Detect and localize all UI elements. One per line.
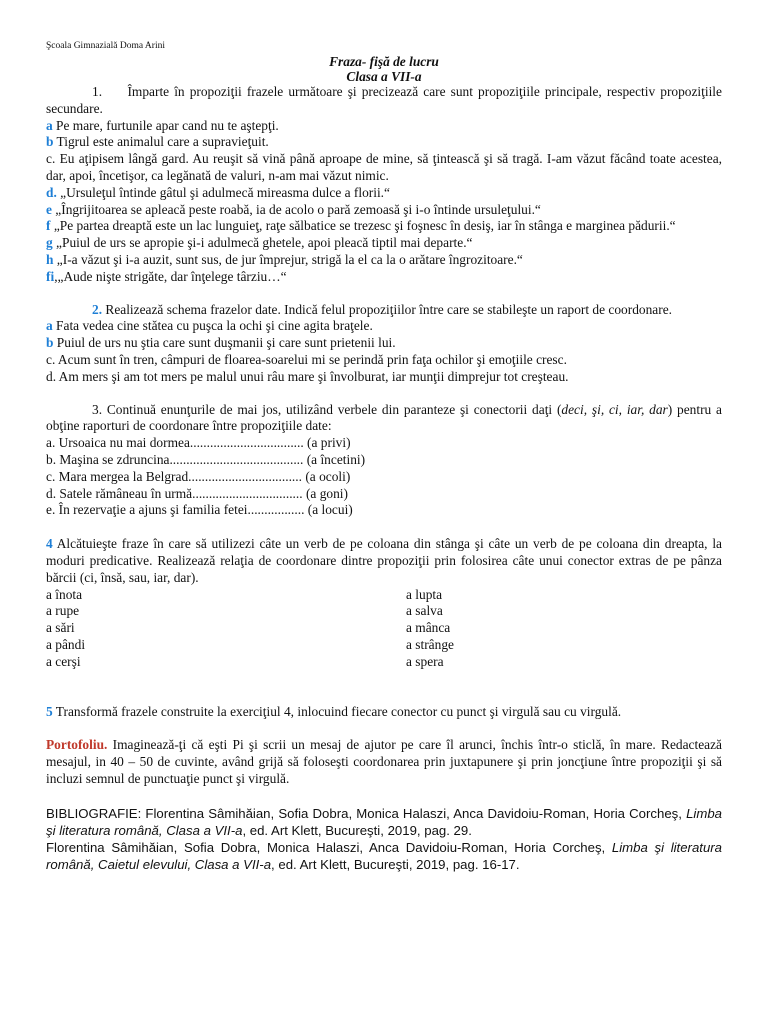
item-letter: d. — [46, 184, 57, 200]
ex5-text: Transformă frazele construite la exerciţiul 4, inlocuind fiecare conector cu punct şi virgulă sau cu virgulă. — [52, 703, 622, 719]
item-text: c. Eu aţipisem lângă gard. Au reuşit să vină până aproape de mine, să ţintească şi să tragă. I-am văzut făcând toate acestea, dar, apoi, încetişor, ca legănată de valuri, n-am mai văzut nimic. — [46, 151, 722, 183]
ex1-item-h — [46, 252, 722, 269]
ex1-instruction — [46, 84, 722, 118]
ex4-instruction — [46, 536, 722, 586]
ex4-instruction-text: Alcătuieşte fraze în care să utilizezi câte un verb de pe coloana din stânga şi câte un verb de pe coloana din dreapta, la moduri predicative. Realizează relaţia de coordonare dintre propoziţii prin folosirea câte unui conector extras de pe pânza bărcii (ci, însă, sau, iar, dar). — [46, 536, 722, 585]
ex4-number: 4 — [46, 536, 53, 552]
verb-columns — [46, 587, 722, 671]
ex1-item-fi — [46, 269, 722, 286]
item-text: Pe mare, furtunile apar cand nu te aştepţi. — [52, 117, 279, 133]
spacer — [46, 519, 722, 536]
portfolio-task — [46, 737, 722, 787]
ex1-item-d — [46, 185, 722, 202]
verb-left: a rupe — [46, 603, 80, 619]
spacer — [46, 286, 722, 302]
verb-right: a spera — [406, 653, 444, 669]
ex1-item-a — [46, 118, 722, 135]
verb-right: a lupta — [406, 586, 443, 602]
spacer — [46, 720, 722, 737]
ex3-connectors: deci, şi, ci, iar, dar — [561, 401, 668, 417]
item-letter: h — [46, 251, 54, 267]
ex2-item-b — [46, 335, 722, 352]
ex1-item-c — [46, 151, 722, 185]
ex2-item-c — [46, 352, 722, 369]
item-letter: g — [46, 235, 53, 251]
ex3-item-b: b. Maşina se zdruncina........................................ (a încetini) — [46, 451, 366, 467]
item-letter: b — [46, 134, 54, 150]
item-letter: e — [46, 201, 52, 217]
ex5-instruction — [46, 704, 722, 721]
portfolio-label: Portofoliu. — [46, 737, 108, 753]
item-text: „I-a văzut şi i-a auzit, sunt sus, de jur împrejur, strigă la el ca la o arătare îngrozitoare.“ — [53, 251, 523, 267]
portfolio-text: Imaginează-ţi că eşti Pi şi scrii un mesaj de ajutor pe care îl arunci, închis într-o sticlă, în mare. Redactează mesajul, in 40 – 50 de cuvinte, având grijă să foloseşti coordonarea prin juxtapunere şi prin joncţiune între propoziţii şi să incluzi semnul de punctuaţie punct şi virgulă. — [46, 737, 722, 786]
item-letter: f — [46, 218, 51, 234]
item-text: „Puiul de urs se apropie şi-i adulmecă ghetele, apoi pleacă tiptil mai departe.“ — [52, 235, 473, 251]
ex2-item-a — [46, 318, 722, 335]
spacer — [46, 788, 722, 805]
bibliography-publisher: , ed. Art Klett, Bucureşti, 2019, pag. 16-17. — [271, 856, 520, 872]
item-letter: a — [46, 117, 53, 133]
ex1-item-g — [46, 235, 722, 252]
item-text: c. Acum sunt în tren, câmpuri de floarea-soarelui mi se perindă prin faţa ochilor şi emoţiile cresc. — [46, 351, 567, 367]
ex3-instruction-tail: ) pentru a obţine raporturi de coordonare între propoziţiile date: — [46, 401, 722, 434]
ex2-instruction-text: Realizează schema frazelor date. Indică felul propoziţiilor între care se stabileşte un raport de coordonare. — [102, 301, 672, 317]
verb-right: a strânge — [406, 636, 454, 652]
item-text: „Pe partea dreaptă este un lac lunguieţ, raţe sălbatice se trezesc şi foşnesc în desiş, iar în stânga e marginea pădurii.“ — [50, 218, 676, 234]
school-name: Şcoala Gimnazială Doma Arini — [46, 41, 165, 51]
ex2-instruction — [46, 302, 722, 319]
item-text: Puiul de urs nu ştia care sunt duşmanii şi care sunt prietenii lui. — [53, 335, 396, 351]
verb-left: a înota — [46, 586, 83, 602]
item-letter: a — [46, 318, 53, 334]
item-text: Fata vedea cine stătea cu puşca la ochi şi cine agita braţele. — [52, 318, 373, 334]
ex3-item-d: d. Satele rămâneau în urmă................................. (a goni) — [46, 485, 348, 501]
ex2-item-d — [46, 369, 722, 386]
bibliography-book-title: Limba şi literatura română, Clasa a VII-a — [46, 805, 722, 838]
item-text: ,„Aude nişte strigăte, dar înţelege târziu…“ — [54, 268, 287, 284]
item-text: „Îngrijitoarea se apleacă peste roabă, ia de acolo o pară zemoasă şi i-o întinde ursuleţului.“ — [51, 201, 541, 217]
item-letter: b — [46, 335, 54, 351]
bibliography-entry-1 — [46, 805, 722, 839]
worksheet-subtitle: Clasa a VII-a — [346, 69, 422, 84]
spacer — [46, 671, 722, 704]
spacer — [46, 386, 722, 402]
ex1-item-b — [46, 134, 722, 151]
verb-left: a pândi — [46, 636, 86, 652]
ex3-item-a: a. Ursoaica nu mai dormea.................................. (a privi) — [46, 435, 351, 451]
worksheet-page — [46, 40, 722, 873]
bibliography-entry-2 — [46, 839, 722, 873]
verb-left: a cerşi — [46, 653, 81, 669]
ex3-item-e: e. În rezervaţie a ajuns şi familia fetei................. (a locui) — [46, 502, 353, 518]
item-text: „Ursuleţul întinde gâtul şi adulmecă mireasma dulce a florii.“ — [56, 184, 390, 200]
verb-column-left — [46, 587, 406, 671]
bibliography-book-title: Limba şi literatura română, Caietul elevului, Clasa a VII-a — [46, 839, 723, 872]
verb-right: a salva — [406, 603, 443, 619]
item-text: Tigrul este animalul care a supravieţuit. — [53, 134, 269, 150]
ex1-number: 1. — [92, 84, 103, 99]
verb-column-right — [406, 587, 722, 671]
item-text: d. Am mers şi am tot mers pe malul unui râu mare şi învolburat, iar munţii dimprejur tot creşteau. — [46, 368, 569, 384]
ex3-item-c: c. Mara mergea la Belgrad.................................. (a ocoli) — [46, 468, 351, 484]
bibliography-publisher: , ed. Art Klett, Bucureşti, 2019, pag. 29. — [242, 822, 472, 838]
ex2-number: 2. — [92, 301, 103, 317]
ex1-instruction-text: Împarte în propoziţii frazele următoare şi precizează care sunt propoziţiile principale, respectiv propoziţiile secundare. — [46, 84, 722, 116]
bibliography-authors: BIBLIOGRAFIE: Florentina Sâmihăian, Sofia Dobra, Monica Halaszi, Anca Davidoiu-Roman, Horia Corcheş, — [46, 805, 687, 821]
ex1-item-f — [46, 218, 722, 235]
verb-right: a mânca — [406, 620, 451, 636]
ex5-number: 5 — [46, 703, 53, 719]
item-letter: fi — [46, 268, 55, 284]
ex1-item-e — [46, 202, 722, 219]
worksheet-title: Fraza- fişă de lucru — [329, 54, 439, 69]
ex3-instruction-text: 3. Continuă enunţurile de mai jos, utilizând verbele din paranteze şi conectorii daţi ( — [92, 401, 562, 417]
verb-left: a sări — [46, 620, 75, 636]
ex3-instruction — [46, 402, 722, 436]
bibliography-authors: Florentina Sâmihăian, Sofia Dobra, Monica Halaszi, Anca Davidoiu-Roman, Horia Corcheş, — [46, 839, 612, 855]
